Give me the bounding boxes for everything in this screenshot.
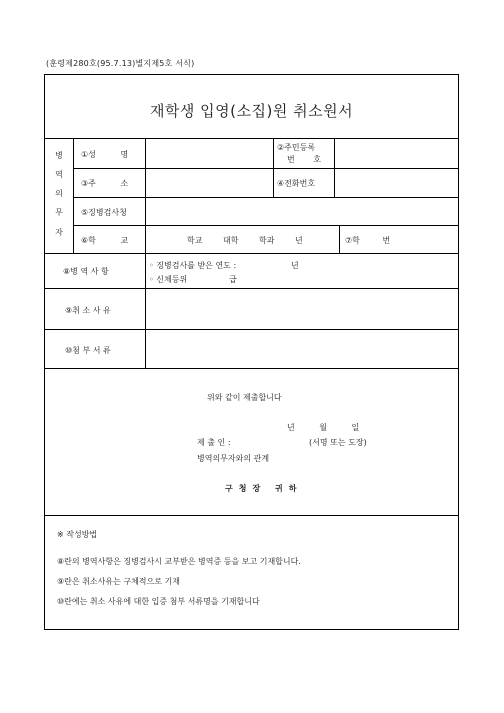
instruction-item: ⑩란에는 취소 사유에 대한 입증 첨부 서류명을 기재합니다: [57, 597, 260, 606]
resident-number-label: ②주민등록: [277, 143, 316, 152]
divider: [45, 329, 458, 330]
form-title: 재학생 입영(소집)원 취소원서: [149, 102, 354, 120]
submission-date: 년 월 일: [287, 423, 360, 432]
school-label: ⑥학 교: [81, 236, 129, 245]
exam-year-suffix: 년: [291, 261, 299, 270]
divider: [73, 138, 74, 253]
divider: [73, 168, 458, 169]
instruction-item: ⑧란의 병역사항은 징병검사시 교부받은 병역증 등을 보고 기재합니다.: [57, 557, 301, 566]
submission-statement: 위와 같이 제출합니다: [207, 393, 282, 402]
applicant-label-char: 자: [55, 228, 63, 237]
student-id-label: ⑦학 번: [345, 236, 391, 245]
exam-year-line: ◦ 징병검사를 받은 연도 :: [149, 261, 237, 270]
relation-label: 병역의무자와의 관계: [197, 454, 270, 463]
applicant-label-char: 무: [55, 208, 63, 217]
physical-grade-suffix: 급: [229, 275, 237, 284]
divider: [273, 138, 274, 197]
submitter-label: 제 출 인 :: [197, 438, 231, 447]
phone-label: ④전화번호: [277, 179, 316, 188]
instructions-heading: ※ 작성방법: [57, 530, 98, 539]
divider: [45, 515, 458, 516]
addressee: 구청장 귀하: [225, 484, 303, 493]
military-matters-label: ⑧병 역 사 항: [63, 267, 109, 276]
divider: [145, 138, 146, 368]
signature-note: (서명 또는 도장): [309, 438, 367, 447]
applicant-label-char: 역: [55, 170, 63, 179]
form-frame: [44, 74, 459, 630]
applicant-label-char: 의: [55, 189, 63, 198]
divider: [45, 138, 458, 139]
exam-office-label: ⑤징병검사청: [81, 208, 127, 217]
divider: [45, 253, 458, 254]
physical-grade-line: ◦ 신체등위: [149, 275, 188, 284]
attachments-label: ⑩첨 부 서 류: [65, 346, 111, 355]
instruction-item: ⑨란은 취소사유는 구체적으로 기재: [57, 577, 180, 586]
address-label: ③주 소: [81, 179, 129, 188]
divider: [73, 197, 458, 198]
applicant-label-char: 병: [55, 151, 63, 160]
divider: [339, 225, 340, 253]
name-label: ①성 명: [81, 150, 129, 159]
divider: [45, 368, 458, 369]
divider: [73, 225, 458, 226]
resident-number-label: 번 호: [287, 155, 321, 164]
cancel-reason-label: ⑨취 소 사 유: [65, 306, 111, 315]
divider: [45, 288, 458, 289]
divider: [334, 138, 335, 197]
school-value: 학교 대학 학과 년: [187, 236, 303, 245]
form-caption: (훈령제280호(95.7.13)별지제5호 서식): [46, 59, 195, 68]
